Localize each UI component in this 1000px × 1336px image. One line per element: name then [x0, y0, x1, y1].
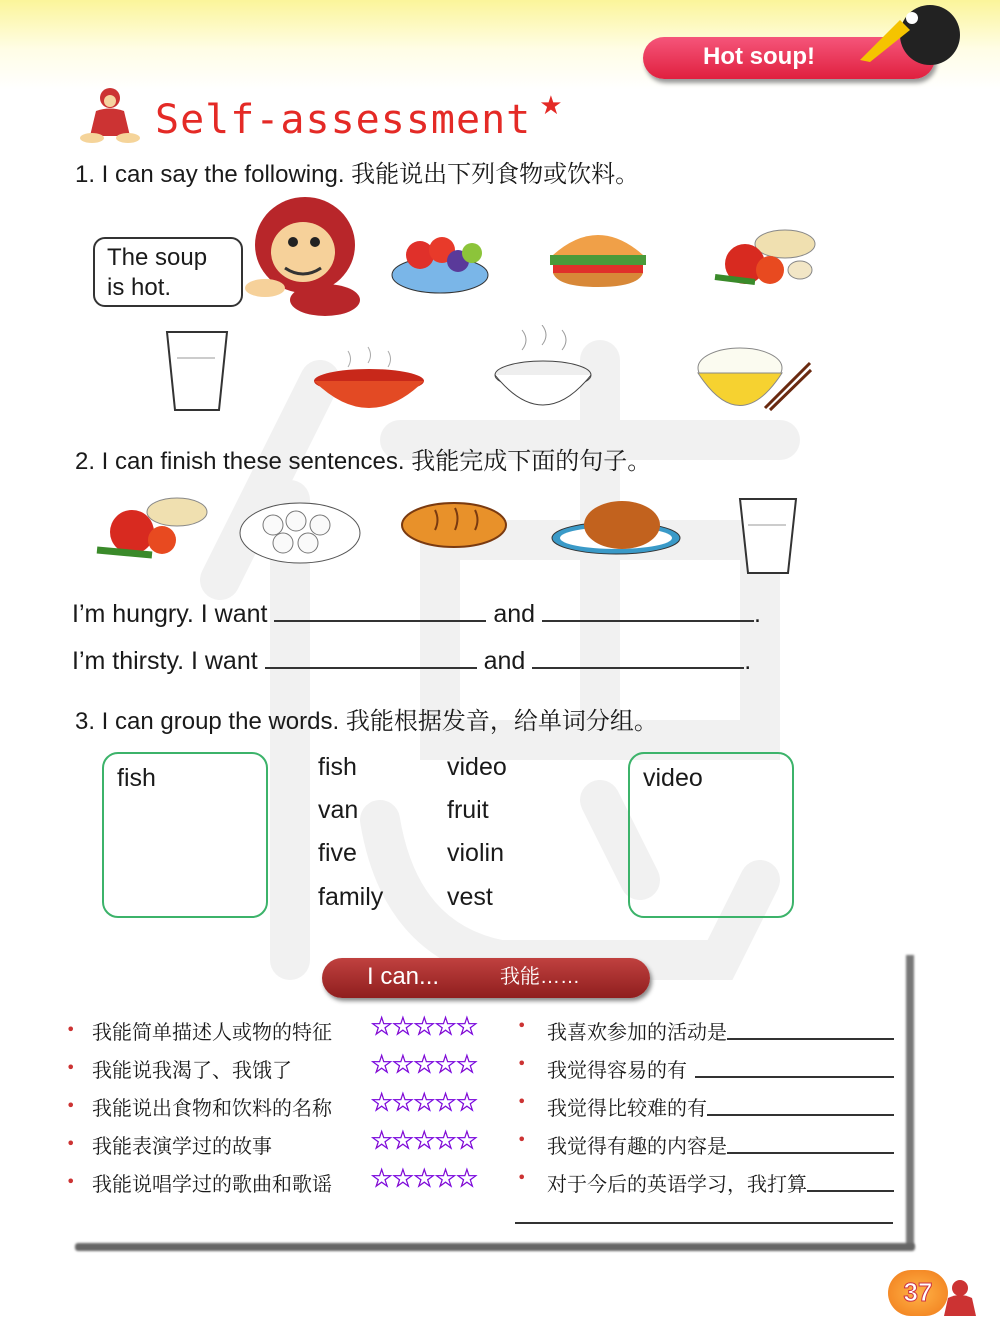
word: fruit — [447, 796, 489, 824]
sentence-thirsty — [72, 647, 751, 676]
and-text: and — [493, 600, 536, 628]
star-rating[interactable]: ☆☆☆☆☆ — [370, 1126, 477, 1156]
reflection-row: • 对于今后的英语学习，我打算 — [517, 1168, 894, 1206]
group-box-f[interactable] — [102, 752, 268, 918]
star-rating[interactable]: ☆☆☆☆☆ — [370, 1050, 477, 1080]
hamburger-icon — [548, 225, 648, 290]
reflection-text: 对于今后的英语学习，我打算 — [547, 1172, 807, 1196]
group-box-v[interactable] — [628, 752, 794, 918]
ican-text: 我能说出食物和饮料的名称 — [92, 1096, 332, 1120]
reflection-row: • 我觉得比较难的有 — [517, 1092, 894, 1130]
ican-text: 我能说唱学过的歌曲和歌谣 — [92, 1172, 332, 1196]
monkey-icon — [940, 1278, 980, 1318]
period: . — [744, 647, 752, 675]
i-can-label-cn: 我能…… — [500, 966, 580, 988]
reflection-row: • 我觉得有趣的内容是 — [517, 1130, 894, 1168]
title-row — [155, 90, 563, 144]
answer-blank[interactable] — [265, 647, 477, 669]
sentence-text: I’m hungry. I want — [72, 600, 268, 628]
monkey-illustration — [225, 190, 365, 320]
star-rating[interactable]: ☆☆☆☆☆ — [370, 1012, 477, 1042]
ican-row: • 我能说我渴了、我饿了 ☆☆☆☆☆ — [66, 1050, 477, 1082]
star-rating[interactable]: ☆☆☆☆☆ — [370, 1164, 477, 1194]
bubble-line-2: is hot. — [107, 274, 172, 301]
unit-title-badge: Hot soup! — [643, 37, 935, 79]
soup-bowl-icon — [308, 345, 430, 417]
glass-of-water-icon — [165, 328, 229, 414]
question-2: 2. I can finish these sentences. 我能完成下面的句子。 — [75, 448, 652, 475]
reflection-text: 我喜欢参加的活动是 — [547, 1020, 727, 1044]
sentence-text: I’m thirsty. I want — [72, 647, 258, 675]
ican-text: 我能表演学过的故事 — [92, 1134, 272, 1158]
ican-text: 我能简单描述人或物的特征 — [92, 1020, 332, 1044]
answer-line[interactable] — [727, 1130, 894, 1154]
and-text: and — [483, 647, 526, 675]
answer-line[interactable] — [695, 1054, 894, 1078]
word: vest — [447, 883, 493, 911]
torn-edge — [75, 1243, 915, 1251]
toucan-icon — [840, 0, 970, 80]
ican-row: • 我能说唱学过的歌曲和歌谣 ☆☆☆☆☆ — [66, 1164, 477, 1196]
word: video — [447, 753, 507, 781]
page-title: Self-assessment — [155, 97, 532, 143]
answer-line[interactable] — [707, 1092, 894, 1116]
bread-icon — [400, 500, 508, 550]
answer-line[interactable] — [727, 1016, 894, 1040]
question-3: 3. I can group the words. 我能根据发音，给单词分组。 — [75, 708, 658, 735]
i-can-label: I can... — [367, 963, 440, 990]
speech-bubble — [93, 237, 243, 307]
word: fish — [318, 753, 357, 781]
word: family — [318, 883, 384, 911]
sentence-hungry — [72, 600, 761, 629]
page-number: 37 — [888, 1270, 948, 1316]
answer-blank[interactable] — [542, 600, 754, 622]
noodles-icon — [492, 325, 594, 415]
vegetables-icon — [92, 490, 216, 565]
box-label: fish — [117, 764, 156, 792]
dumplings-icon — [238, 495, 362, 567]
ican-row: • 我能说出食物和饮料的名称 ☆☆☆☆☆ — [66, 1088, 477, 1120]
box-label: video — [643, 764, 703, 792]
star-rating[interactable]: ☆☆☆☆☆ — [370, 1088, 477, 1118]
ican-row: • 我能表演学过的故事 ☆☆☆☆☆ — [66, 1126, 477, 1158]
roast-chicken-icon — [550, 490, 682, 558]
i-can-banner — [322, 958, 650, 998]
ican-text: 我能说我渴了、我饿了 — [92, 1058, 292, 1082]
monkey-icon — [78, 86, 142, 144]
answer-blank[interactable] — [532, 647, 744, 669]
torn-edge — [906, 955, 914, 1247]
ican-row: • 我能简单描述人或物的特征 ☆☆☆☆☆ — [66, 1012, 477, 1044]
question-1: 1. I can say the following. 我能说出下列食物或饮料。 — [75, 161, 640, 188]
reflection-text: 我觉得有趣的内容是 — [547, 1134, 727, 1158]
reflection-row: • 我觉得容易的有 — [517, 1054, 894, 1092]
period: . — [754, 600, 761, 628]
fruit-icon — [390, 225, 490, 297]
ican-left-list — [66, 1012, 506, 1206]
answer-line[interactable] — [515, 1222, 893, 1224]
word: van — [318, 796, 359, 824]
rice-bowl-icon — [695, 328, 813, 413]
answer-line[interactable] — [807, 1168, 894, 1192]
reflection-text: 我觉得容易的有 — [547, 1058, 687, 1082]
word: five — [318, 839, 357, 867]
bubble-line-1: The soup — [107, 244, 208, 271]
reflection-row: • 我喜欢参加的活动是 — [517, 1016, 894, 1054]
vegetables-icon — [705, 222, 820, 292]
reflection-text: 我觉得比较难的有 — [547, 1096, 707, 1120]
word: violin — [447, 839, 504, 867]
answer-blank[interactable] — [274, 600, 486, 622]
ican-right-list — [517, 1016, 894, 1206]
glass-of-water-icon — [738, 495, 798, 577]
star-icon: ★ — [539, 90, 563, 120]
